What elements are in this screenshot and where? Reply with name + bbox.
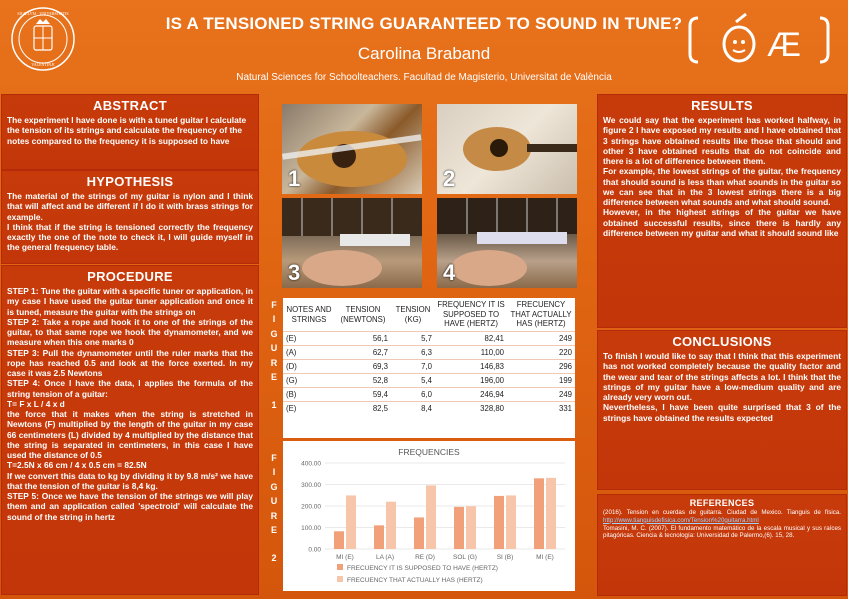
chart-x-tick-label: LA (A) xyxy=(375,554,395,561)
figure-label-letter: R xyxy=(270,510,278,521)
photo-number: 1 xyxy=(288,166,301,191)
chart-title: FREQUENCIES xyxy=(398,447,460,457)
abstract-section xyxy=(1,94,259,170)
procedure-heading: PROCEDURE xyxy=(87,269,173,284)
reference-link[interactable]: http://www.tianguisdefisica.com/Tension%20guitarra.html xyxy=(603,516,759,524)
table-row xyxy=(283,346,575,360)
figure-label-letter: G xyxy=(270,481,278,492)
university-seal-logo xyxy=(10,6,76,72)
procedure-step: If we convert this data to kg by dividing it by 9.8 m/s² we have that the tension of the guitar is 8,4 kg. xyxy=(7,470,253,491)
procedure-step: STEP 4: Once I have the data, I applies the formula of the string tension of a guitar: xyxy=(7,378,253,399)
chart-bar xyxy=(414,517,424,549)
references-section xyxy=(597,494,847,596)
figure-label-letter: R xyxy=(270,357,278,368)
references-heading: REFERENCES xyxy=(689,498,755,508)
table-row xyxy=(283,360,575,374)
procedure-formula: T= F x L / 4 x d xyxy=(7,398,65,409)
table-row xyxy=(283,374,575,388)
table-cell: 296 xyxy=(507,360,575,374)
chart-bar xyxy=(374,525,384,549)
chart-legend-label: FRECUENCY THAT ACTUALLY HAS (HERTZ) xyxy=(347,577,483,584)
table-header-row xyxy=(283,298,575,332)
chart-bar xyxy=(506,495,516,549)
results-section xyxy=(597,94,847,328)
chart-bar xyxy=(466,506,476,549)
table-cell: 331 xyxy=(507,402,575,416)
table-cell: (D) xyxy=(283,360,335,374)
figure-label-letter: U xyxy=(270,496,278,507)
photo-ruler-measure xyxy=(282,198,422,288)
table-cell: 7,0 xyxy=(391,360,435,374)
table-cell: 246,94 xyxy=(435,388,507,402)
results-paragraph: However, in the highest strings of the guitar we have obtained successful results, since there is hardly any difference between my guitar and what it should sound like xyxy=(603,207,841,238)
procedure-step: STEP 3: Pull the dynamometer until the ruler marks that the rope has reached 0.5 and look at the force exerted. In my case it was 2.5 Newtons xyxy=(7,347,253,378)
figure-label-letter: I xyxy=(272,467,276,478)
photo-guitar-full xyxy=(437,104,577,194)
reference-text: (2016). Tension en cuerdas de guitarra. Ciudad de Mexico. Tianguis de física. xyxy=(603,509,841,516)
photo-number: 4 xyxy=(443,260,456,285)
reference-item: Tomasini, M. C. (2007). El fundamento matemático de la escala musical y sus raíces pitagóricas. Ciencia & tecnología: Universidad de Palermo,(6). 15, 28. xyxy=(603,524,841,540)
procedure-step: STEP 5: Once we have the tension of the strings we will play them and an application called 'spectroid' will calculate the sound of the string in hertz xyxy=(7,491,253,522)
chart-bar xyxy=(454,507,464,549)
procedure-step: STEP 1: Tune the guitar with a specific tuner or application, in my case I have used the guitar tuner application and once it is tuned, measure the guitar with the strings on xyxy=(7,286,253,317)
table-row xyxy=(283,388,575,402)
poster-header xyxy=(0,0,848,92)
table-cell: 82,5 xyxy=(335,402,391,416)
poster-author: Carolina Braband xyxy=(357,44,491,63)
table-cell: (E) xyxy=(283,332,335,346)
conclusions-heading: CONCLUSIONS xyxy=(672,334,772,349)
table-cell: (G) xyxy=(283,374,335,388)
abstract-text: The experiment I have done is with a tuned guitar I calculate the tension of its strings and calculate the frequency of the notes compared to the frequency it is supposed to have xyxy=(7,115,247,146)
figure-label-letter: E xyxy=(270,524,277,535)
chart-legend-swatch xyxy=(337,576,343,582)
table-header: NOTES AND STRINGS xyxy=(286,304,332,324)
table-row xyxy=(283,402,575,416)
photo-number: 3 xyxy=(288,260,301,285)
chart-legend-label: FRECUENCY IT IS SUPPOSED TO HAVE (HERTZ) xyxy=(347,565,498,572)
chart-bar xyxy=(426,485,436,549)
chart-x-tick-label: MI (E) xyxy=(336,554,354,561)
table-cell: 196,00 xyxy=(435,374,507,388)
frequency-chart-figure xyxy=(283,441,575,591)
photo-dynamometer-pull xyxy=(437,198,577,288)
table-cell: 199 xyxy=(507,374,575,388)
table-header: FREQUENCY IT IS SUPPOSED TO HAVE (HERTZ) xyxy=(437,300,505,329)
reference-item xyxy=(603,509,841,525)
table-cell: 82,41 xyxy=(435,332,507,346)
chart-bar xyxy=(494,496,504,549)
table-cell: 5,7 xyxy=(391,332,435,346)
procedure-calculation: T=2.5N x 66 cm / 4 x 0.5 cm = 82.5N xyxy=(7,460,147,471)
figure-label-letter: G xyxy=(270,328,278,339)
figure-2-label xyxy=(268,451,280,566)
chart-y-tick-label: 300.00 xyxy=(301,482,321,489)
figure-label-number: 1 xyxy=(271,400,277,411)
ruler-photo-illustration xyxy=(282,198,422,288)
svg-text:Æ: Æ xyxy=(767,26,801,64)
results-heading: RESULTS xyxy=(691,98,753,113)
guitar-photo-illustration xyxy=(437,104,577,194)
chart-bar xyxy=(546,478,556,549)
figure-label-number: 2 xyxy=(271,553,277,564)
procedure-section xyxy=(1,265,259,595)
chart-x-tick-label: MI (E) xyxy=(536,554,554,561)
abstract-heading: ABSTRACT xyxy=(93,98,167,113)
chart-y-tick-label: 100.00 xyxy=(301,525,321,532)
figure-1-label xyxy=(268,298,280,413)
guitar-photo-illustration xyxy=(282,104,422,194)
table-cell: 6,3 xyxy=(391,346,435,360)
chart-y-tick-label: 400.00 xyxy=(301,460,321,468)
table-cell: 62,7 xyxy=(335,346,391,360)
table-row xyxy=(283,332,575,346)
conclusions-paragraph: Nevertheless, I have been quite surprised that 3 of the strings have obtained the results expected xyxy=(603,402,841,423)
table-cell: 249 xyxy=(507,388,575,402)
table-cell: 52,8 xyxy=(335,374,391,388)
figure-label-letter: I xyxy=(272,314,276,325)
table-header: TENSION (NEWTONS) xyxy=(340,304,386,324)
chart-x-tick-label: SI (B) xyxy=(496,554,514,561)
hypothesis-heading: HYPOTHESIS xyxy=(86,174,174,189)
hypothesis-paragraph: I think that if the string is tensioned correctly the frequency exactly the one of the note to check it, I will guide myself in the general frequency table. xyxy=(7,221,253,253)
dynamometer-photo-illustration xyxy=(437,198,577,288)
table-cell: 110,00 xyxy=(435,346,507,360)
frequency-table xyxy=(283,298,575,415)
table-cell: 5,4 xyxy=(391,374,435,388)
photo-guitar-dynamometer xyxy=(282,104,422,194)
table-cell: 56,1 xyxy=(335,332,391,346)
figure-label-letter: F xyxy=(271,453,277,463)
table-cell: 59,4 xyxy=(335,388,391,402)
table-cell: 249 xyxy=(507,332,575,346)
table-cell: 69,3 xyxy=(335,360,391,374)
hypothesis-section xyxy=(1,170,259,264)
figure-label-letter: F xyxy=(271,300,277,310)
chart-legend-swatch xyxy=(337,564,343,570)
brand-logo xyxy=(684,6,834,76)
table-cell: 146,83 xyxy=(435,360,507,374)
hypothesis-paragraph: The material of the strings of my guitar is nylon and I think that will affect and be different if I do it with brass strings for example. xyxy=(7,191,253,222)
table-cell: 220 xyxy=(507,346,575,360)
figure-label-letter: U xyxy=(270,343,278,354)
table-cell: 328,80 xyxy=(435,402,507,416)
procedure-step: the force that it makes when the string is stretched in Newtons (F) multiplied by the length of the guitar in my case 66 centimeters (L) divided by 4 multiplied by the distance that the string is separated in centimeters, in this case I have used the distance of 0.5 xyxy=(7,409,253,460)
figure-label-letter xyxy=(268,537,280,551)
procedure-step: STEP 2: Take a rope and hook it to one of the strings of the guitar, to that same rope we hook the dynamometer, and we measure when this one marks 0 xyxy=(7,316,253,348)
figure-label-letter xyxy=(268,384,280,398)
conclusions-section xyxy=(597,330,847,490)
chart-y-tick-label: 200.00 xyxy=(301,503,321,511)
chart-y-tick-label: 0.00 xyxy=(308,546,321,554)
frequency-table-figure xyxy=(283,298,575,438)
conclusions-paragraph: To finish I would like to say that I think that this experiment has not worked completely because the quality factor and the wear and tear of the strings affects a lot. I think that the strings of my guitar have a low-medium quality and are already very worn out. xyxy=(603,351,841,402)
table-cell: (E) xyxy=(283,402,335,416)
chart-bar xyxy=(534,478,544,549)
svg-text:VALENTINÆ: VALENTINÆ xyxy=(31,62,55,67)
table-cell: 8,4 xyxy=(391,402,435,416)
photo-number: 2 xyxy=(443,166,456,191)
svg-text:SIGILLVM · VNIVERSITATIS: SIGILLVM · VNIVERSITATIS xyxy=(17,11,69,16)
figure-label-letter: E xyxy=(270,371,277,382)
frequency-bar-chart xyxy=(283,441,575,591)
poster-affiliation: Natural Sciences for Schoolteachers. Facultad de Magisterio, Universitat de València xyxy=(236,72,612,83)
table-cell: (B) xyxy=(283,388,335,402)
table-cell: (A) xyxy=(283,346,335,360)
chart-x-tick-label: RE (D) xyxy=(415,554,435,561)
results-paragraph: We could say that the experiment has worked halfway, in figure 2 I have exposed my results and I have obtained that 3 strings have obtained results like those that should and other 3 have obtained results that do not coincide and there is a lot of difference between them. xyxy=(603,115,841,166)
chart-bar xyxy=(334,531,344,549)
chart-x-tick-label: SOL (G) xyxy=(453,554,477,561)
table-header: FRECUENCY THAT ACTUALLY HAS (HERTZ) xyxy=(510,300,572,329)
table-cell: 6,0 xyxy=(391,388,435,402)
chart-bar xyxy=(346,495,356,549)
table-header: TENSION (KG) xyxy=(395,304,431,324)
results-paragraph: For example, the lowest strings of the guitar, the frequency that should sound is less than what sounds in the guitar so we can see that in the 3 lowest strings there is a big difference between what sounds and what should sound. xyxy=(603,166,841,207)
poster-title: IS A TENSIONED STRING GUARANTEED TO SOUND IN TUNE? xyxy=(165,14,683,33)
chart-bar xyxy=(386,502,396,549)
